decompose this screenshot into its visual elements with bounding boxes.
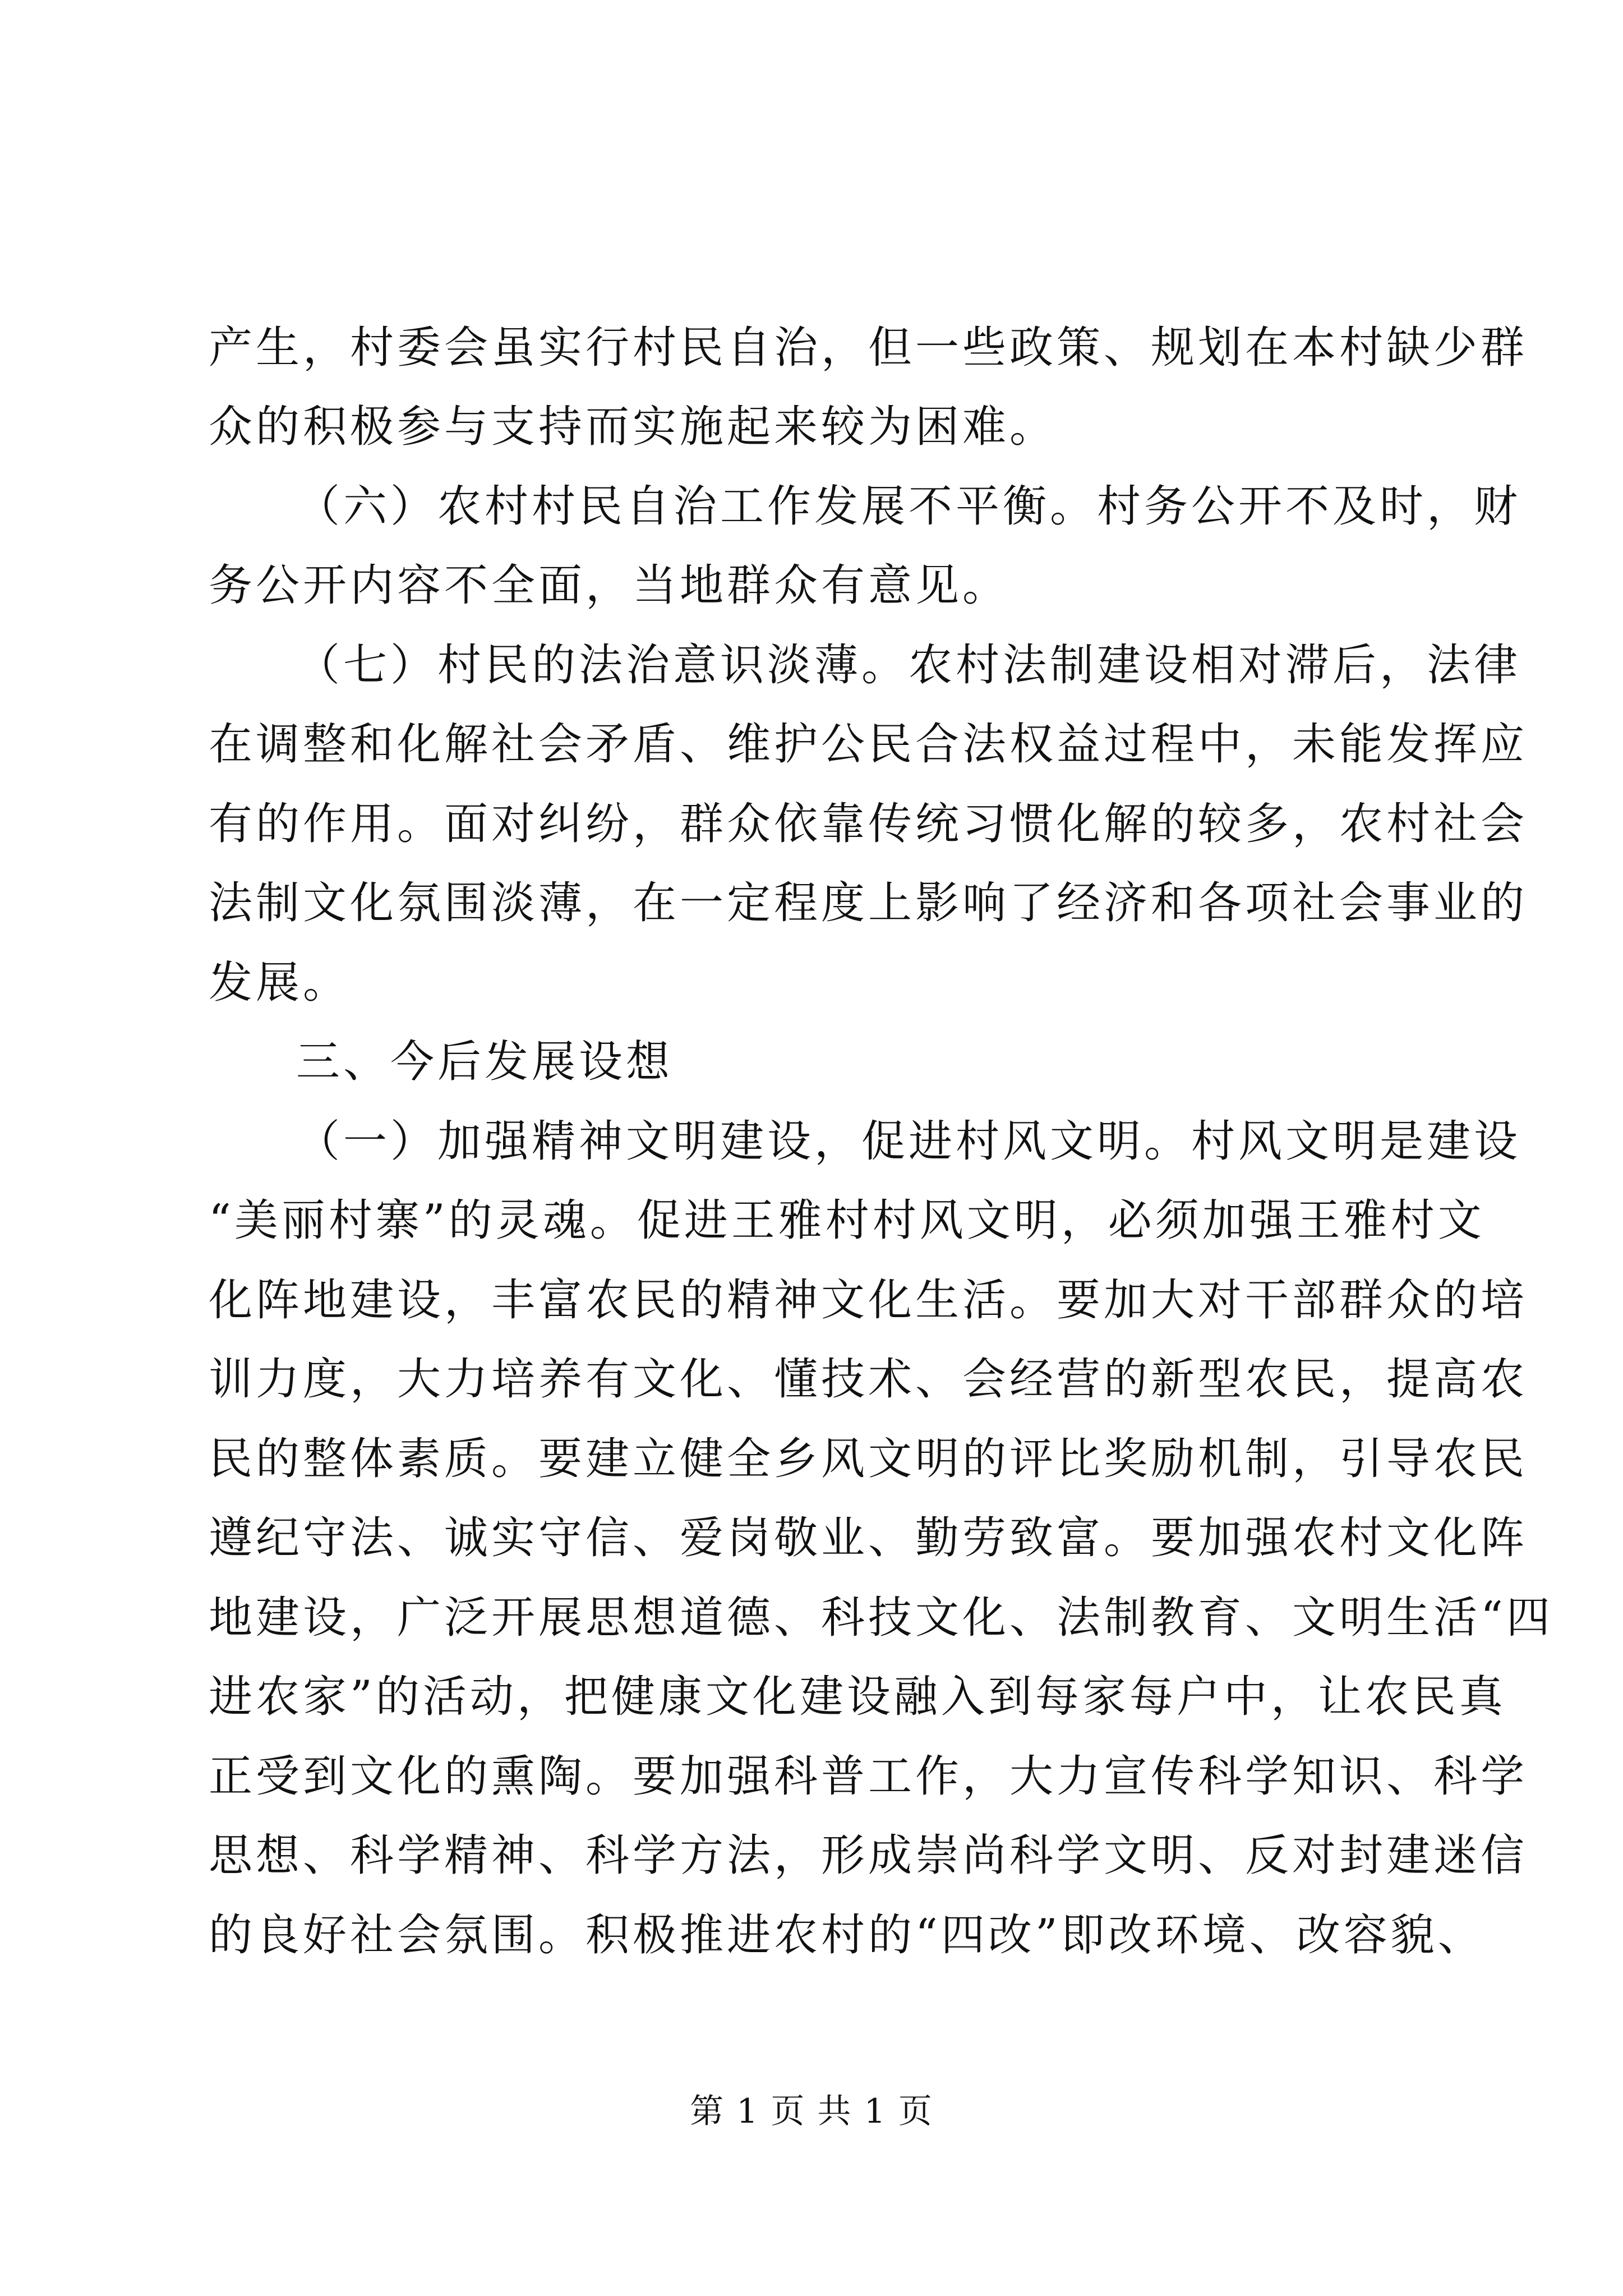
body-text-line: 地建设，广泛开展思想道德、科技文化、法制教育、文明生活“四 bbox=[209, 1593, 1553, 1643]
body-text-line: 务公开内容不全面，当地群众有意见。 bbox=[209, 560, 1010, 611]
section-heading: 三、今后发展设想 bbox=[296, 1037, 674, 1087]
body-text-line: 发展。 bbox=[209, 958, 351, 1008]
body-text-line: 思想、科学精神、科学方法，形成崇尚科学文明、反对封建迷信 bbox=[209, 1830, 1528, 1881]
body-text-line: 的良好社会氛围。积极推进农村的“四改”即改环境、改容貌、 bbox=[209, 1910, 1485, 1961]
body-text-line: 进农家”的活动，把健康文化建设融入到每家每户中，让农民真 bbox=[209, 1672, 1506, 1722]
body-text-line: 产生，村委会虽实行村民自治，但一些政策、规划在本村缺少群 bbox=[209, 323, 1528, 373]
body-text-line: “美丽村寨”的灵魂。促进王雅村村风文明，必须加强王雅村文 bbox=[209, 1195, 1485, 1246]
body-text-line: 在调整和化解社会矛盾、维护公民合法权益过程中，未能发挥应 bbox=[209, 719, 1528, 770]
body-text-line: 法制文化氛围淡薄，在一定程度上影响了经济和各项社会事业的 bbox=[209, 878, 1528, 928]
body-text-line: 民的整体素质。要建立健全乡风文明的评比奖励机制，引导农民 bbox=[209, 1434, 1528, 1484]
body-text-line: 遵纪守法、诚实守信、爱岗敬业、勤劳致富。要加强农村文化阵 bbox=[209, 1513, 1528, 1563]
page-number-footer: 第 1 页 共 1 页 bbox=[690, 2092, 933, 2131]
body-text-line: 有的作用。面对纠纷，群众依靠传统习惯化解的较多，农村社会 bbox=[209, 799, 1528, 849]
body-text-line: （六）农村村民自治工作发展不平衡。村务公开不及时，财 bbox=[296, 481, 1521, 532]
body-text-line: （七）村民的法治意识淡薄。农村法制建设相对滞后，法律 bbox=[296, 640, 1521, 691]
body-text-line: 化阵地建设，丰富农民的精神文化生活。要加大对干部群众的培 bbox=[209, 1275, 1528, 1326]
body-text-line: 正受到文化的熏陶。要加强科普工作，大力宣传科学知识、科学 bbox=[209, 1751, 1528, 1802]
body-text-line: 训力度，大力培养有文化、懂技术、会经营的新型农民，提高农 bbox=[209, 1354, 1528, 1405]
body-text-line: 众的积极参与支持而实施起来较为困难。 bbox=[209, 402, 1057, 452]
body-text-line: （一）加强精神文明建设，促进村风文明。村风文明是建设 bbox=[296, 1116, 1521, 1167]
